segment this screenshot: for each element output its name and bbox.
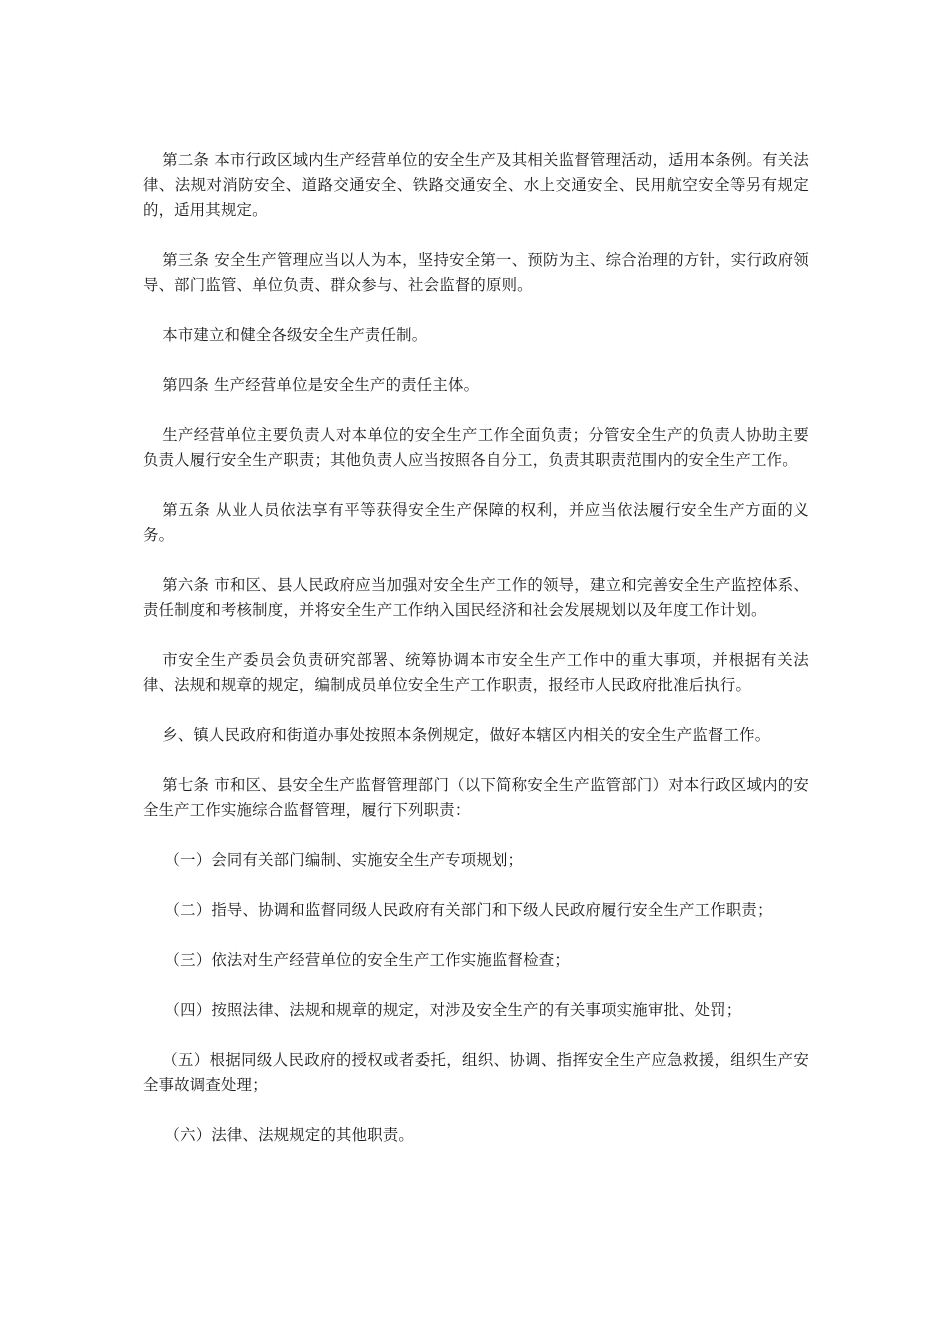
document-page — [143, 148, 809, 1173]
article-6-township-paragraph: 乡、镇人民政府和街道办事处按照本条例规定，做好本辖区内相关的安全生产监督工作。 — [162, 726, 771, 744]
article-7-item-5: （五）根据同级人民政府的授权或者委托，组织、协调、指挥安全生产应急救援，组织生产安全事故调查处理； — [143, 1051, 809, 1094]
article-6-paragraph: 第六条 市和区、县人民政府应当加强对安全生产工作的领导，建立和完善安全生产监控体系、责任制度和考核制度，并将安全生产工作纳入国民经济和社会发展规划以及年度工作计划。 — [143, 576, 809, 619]
article-3-responsibility-paragraph: 本市建立和健全各级安全生产责任制。 — [162, 326, 428, 344]
article-7-item-4: （四）按照法律、法规和规章的规定，对涉及安全生产的有关事项实施审批、处罚； — [164, 1001, 742, 1019]
article-7-item-3: （三）依法对生产经营单位的安全生产工作实施监督检查； — [164, 951, 570, 969]
article-3-paragraph: 第三条 安全生产管理应当以人为本，坚持安全第一、预防为主、综合治理的方针，实行政府领导、部门监管、单位负责、群众参与、社会监督的原则。 — [143, 251, 809, 294]
article-4-leaders-paragraph: 生产经营单位主要负责人对本单位的安全生产工作全面负责；分管安全生产的负责人协助主要负责人履行安全生产职责；其他负责人应当按照各自分工，负责其职责范围内的安全生产工作。 — [143, 426, 809, 469]
article-5-paragraph: 第五条 从业人员依法享有平等获得安全生产保障的权利，并应当依法履行安全生产方面的义务。 — [143, 501, 809, 544]
article-7-paragraph: 第七条 市和区、县安全生产监督管理部门（以下简称安全生产监管部门）对本行政区域内的安全生产工作实施综合监督管理，履行下列职责： — [143, 776, 809, 819]
article-7-item-6: （六）法律、法规规定的其他职责。 — [164, 1126, 414, 1144]
article-7-item-2: （二）指导、协调和监督同级人民政府有关部门和下级人民政府履行安全生产工作职责； — [164, 901, 773, 919]
article-4-paragraph: 第四条 生产经营单位是安全生产的责任主体。 — [162, 376, 480, 394]
article-7-item-1: （一）会同有关部门编制、实施安全生产专项规划； — [164, 851, 524, 869]
article-6-committee-paragraph: 市安全生产委员会负责研究部署、统筹协调本市安全生产工作中的重大事项，并根据有关法律、法规和规章的规定，编制成员单位安全生产工作职责，报经市人民政府批准后执行。 — [143, 651, 809, 694]
article-2-paragraph: 第二条 本市行政区域内生产经营单位的安全生产及其相关监督管理活动，适用本条例。有关法律、法规对消防安全、道路交通安全、铁路交通安全、水上交通安全、民用航空安全等另有规定的，适用其规定。 — [143, 151, 809, 219]
